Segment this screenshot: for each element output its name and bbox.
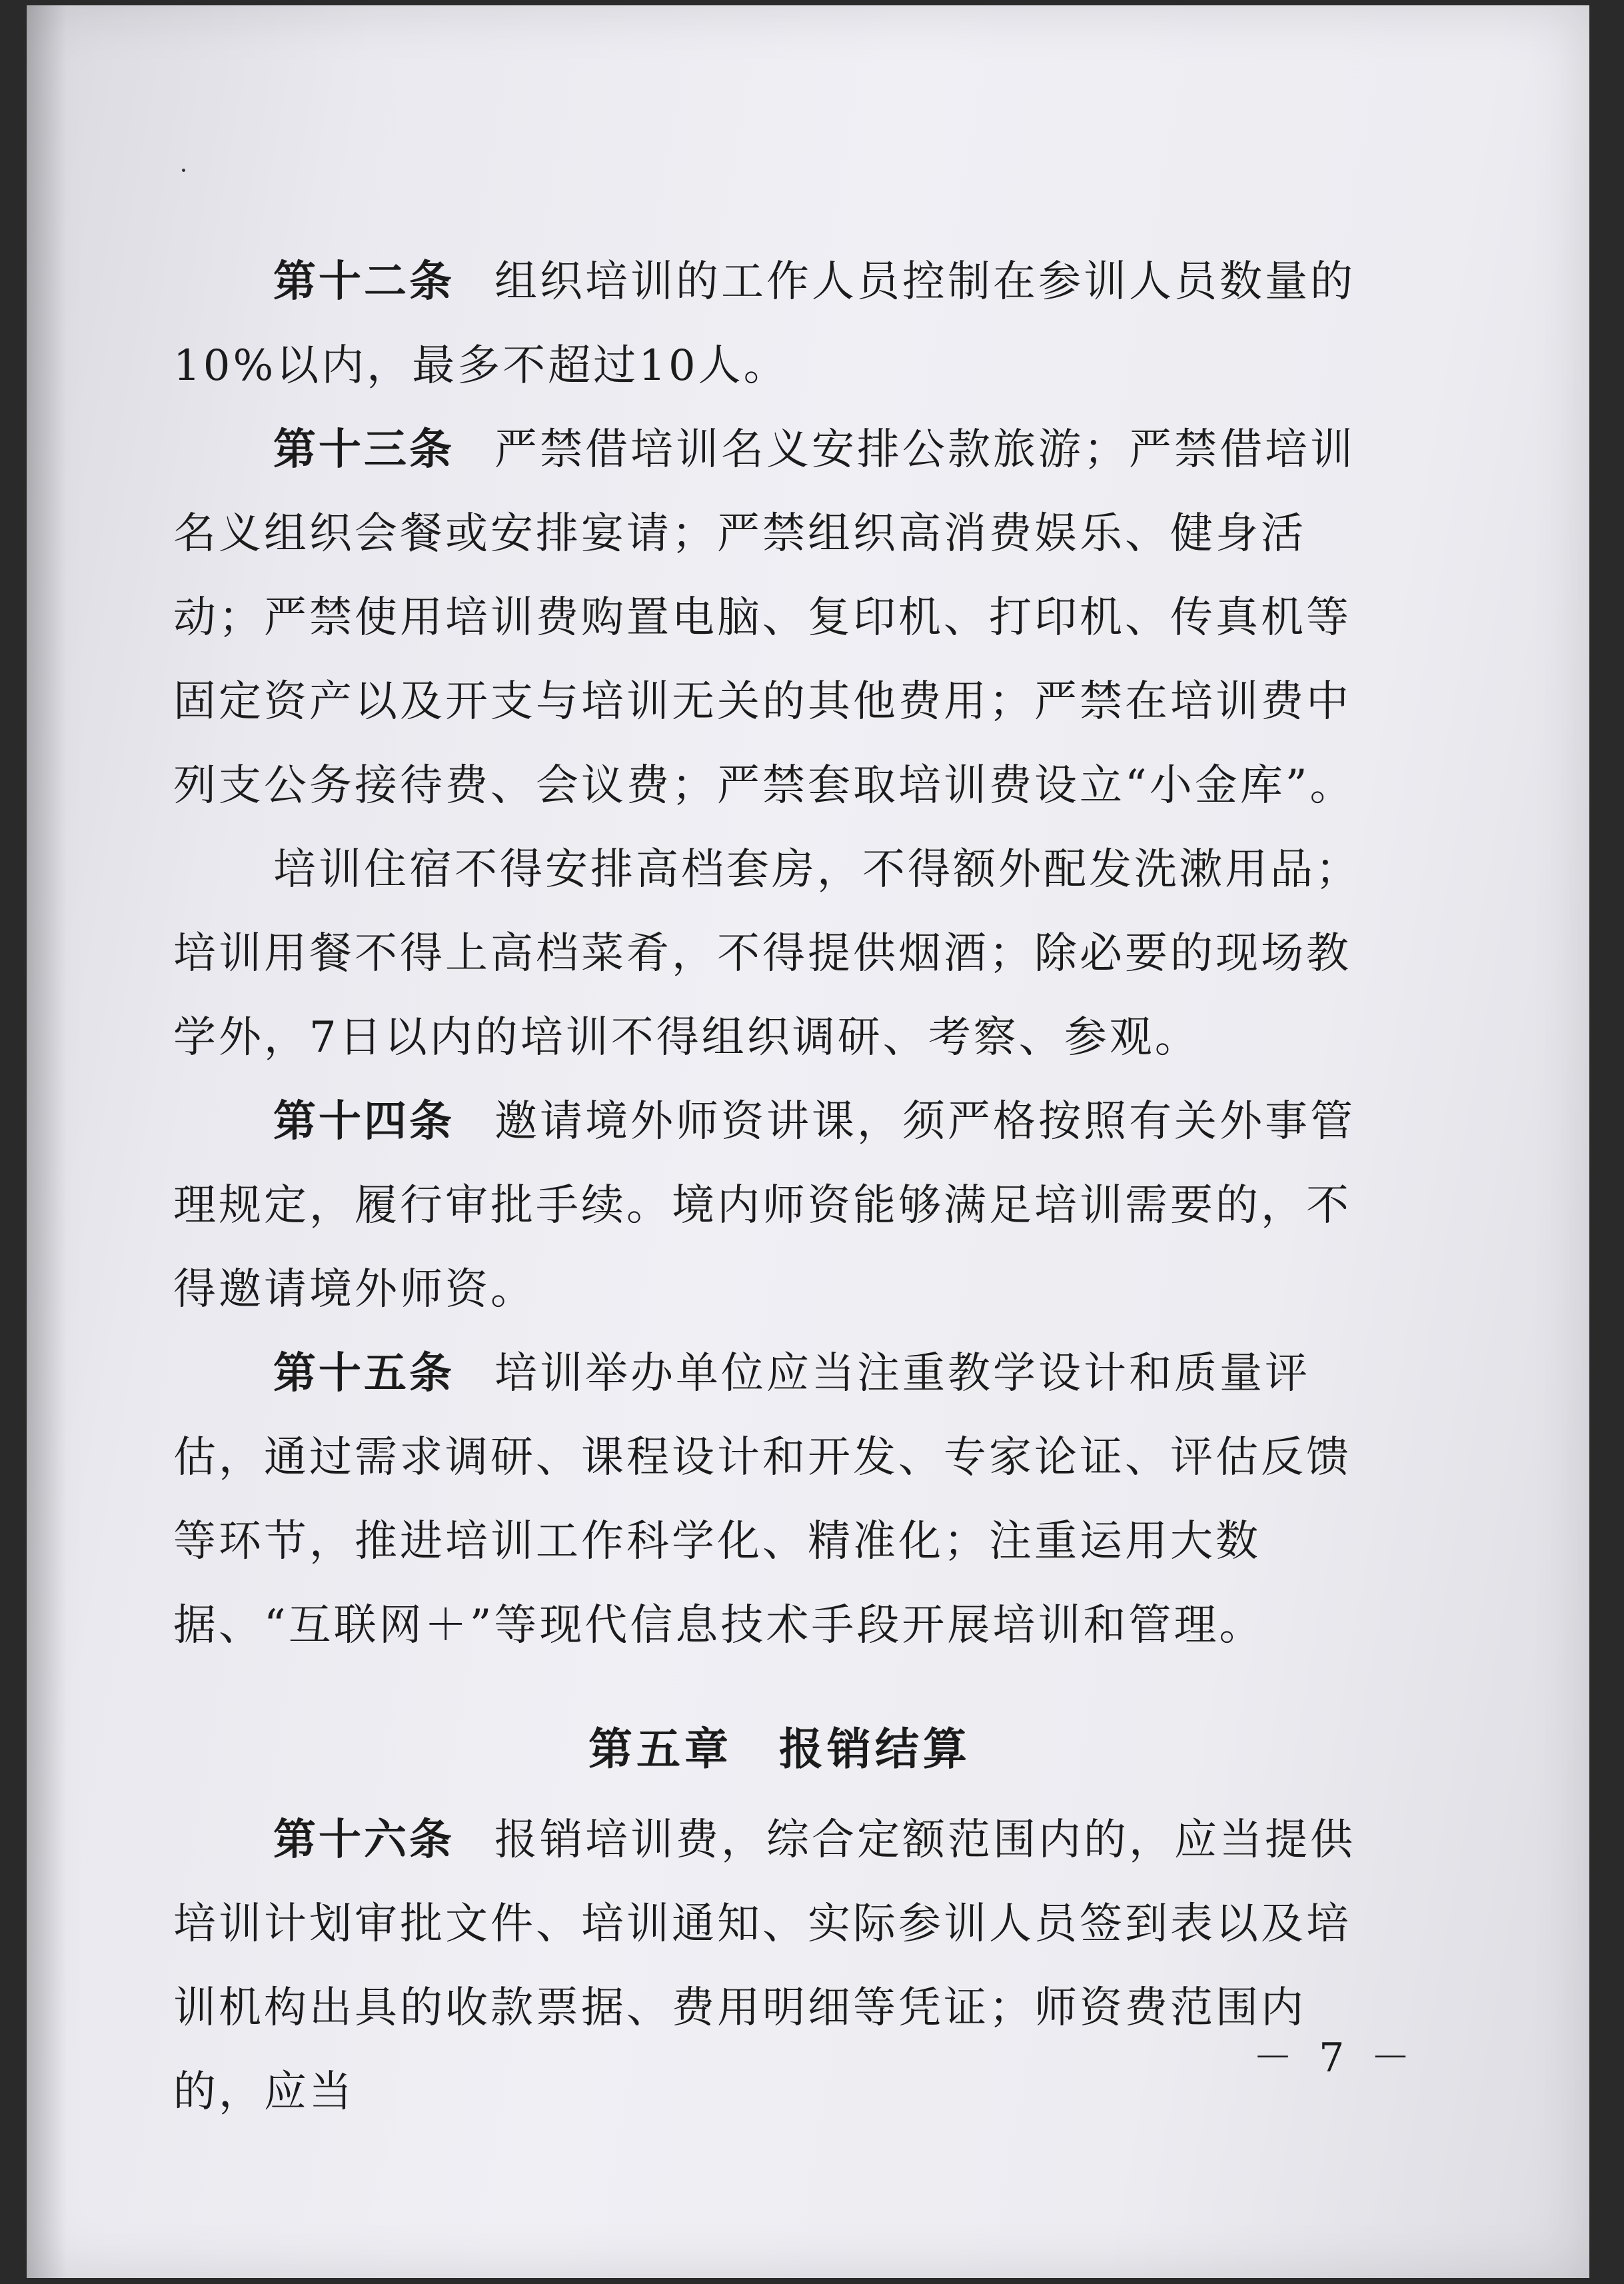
- article-13-paragraph-2: 培训住宿不得安排高档套房，不得额外配发洗漱用品；培训用餐不得上高档菜肴，不得提供烟酒；除必要的现场教学外，7日以内的培训不得组织调研、考察、参观。: [173, 845, 1361, 1062]
- article-title: 第十三条: [273, 425, 454, 475]
- article-text: 培训举办单位应当注重教学设计和质量评估，通过需求调研、课程设计和开发、专家论证、评估反馈等环节，推进培训工作科学化、精准化；注重运用大数据、“互联网＋”等现代信息技术手段开展培训和管理。: [173, 1349, 1351, 1650]
- chapter-heading: [173, 1708, 1386, 1791]
- article-12: [173, 240, 1386, 408]
- article-text: 报销培训费，综合定额范围内的，应当提供培训计划审批文件、培训通知、实际参训人员签到表以及培训机构出具的收款票据、费用明细等凭证；师资费范围内的，应当: [173, 1815, 1355, 2117]
- article-title: 第十五条: [273, 1349, 454, 1398]
- article-text: 严禁借培训名义安排公款旅游；严禁借培训名义组织会餐或安排宴请；严禁组织高消费娱乐、健身活动；严禁使用培训费购置电脑、复印机、打印机、传真机等固定资产以及开支与培训无关的其他费用；严禁在培训费中列支公务接待费、会议费；严禁套取培训费设立“小金库”。: [173, 425, 1355, 810]
- article-13: [173, 408, 1386, 828]
- document-body: [173, 240, 1386, 2134]
- article-text: 邀请境外师资讲课，须严格按照有关外事管理规定，履行审批手续。境内师资能够满足培训需要的，不得邀请境外师资。: [173, 1097, 1355, 1314]
- article-title: 第十六条: [273, 1815, 454, 1865]
- speck-mark: [182, 169, 185, 172]
- chapter-number: 第五章: [588, 1723, 732, 1775]
- chapter-name: 报销结算: [779, 1723, 971, 1775]
- page-number: － 7 －: [1253, 2035, 1417, 2081]
- article-title: 第十四条: [273, 1097, 454, 1146]
- article-15: [173, 1332, 1386, 1668]
- article-text: 组织培训的工作人员控制在参训人员数量的10%以内，最多不超过10人。: [173, 257, 1355, 391]
- article-14: [173, 1080, 1386, 1332]
- article-title: 第十二条: [273, 257, 454, 307]
- article-16: [173, 1798, 1386, 2134]
- paper-shadow-edge: [27, 5, 67, 2278]
